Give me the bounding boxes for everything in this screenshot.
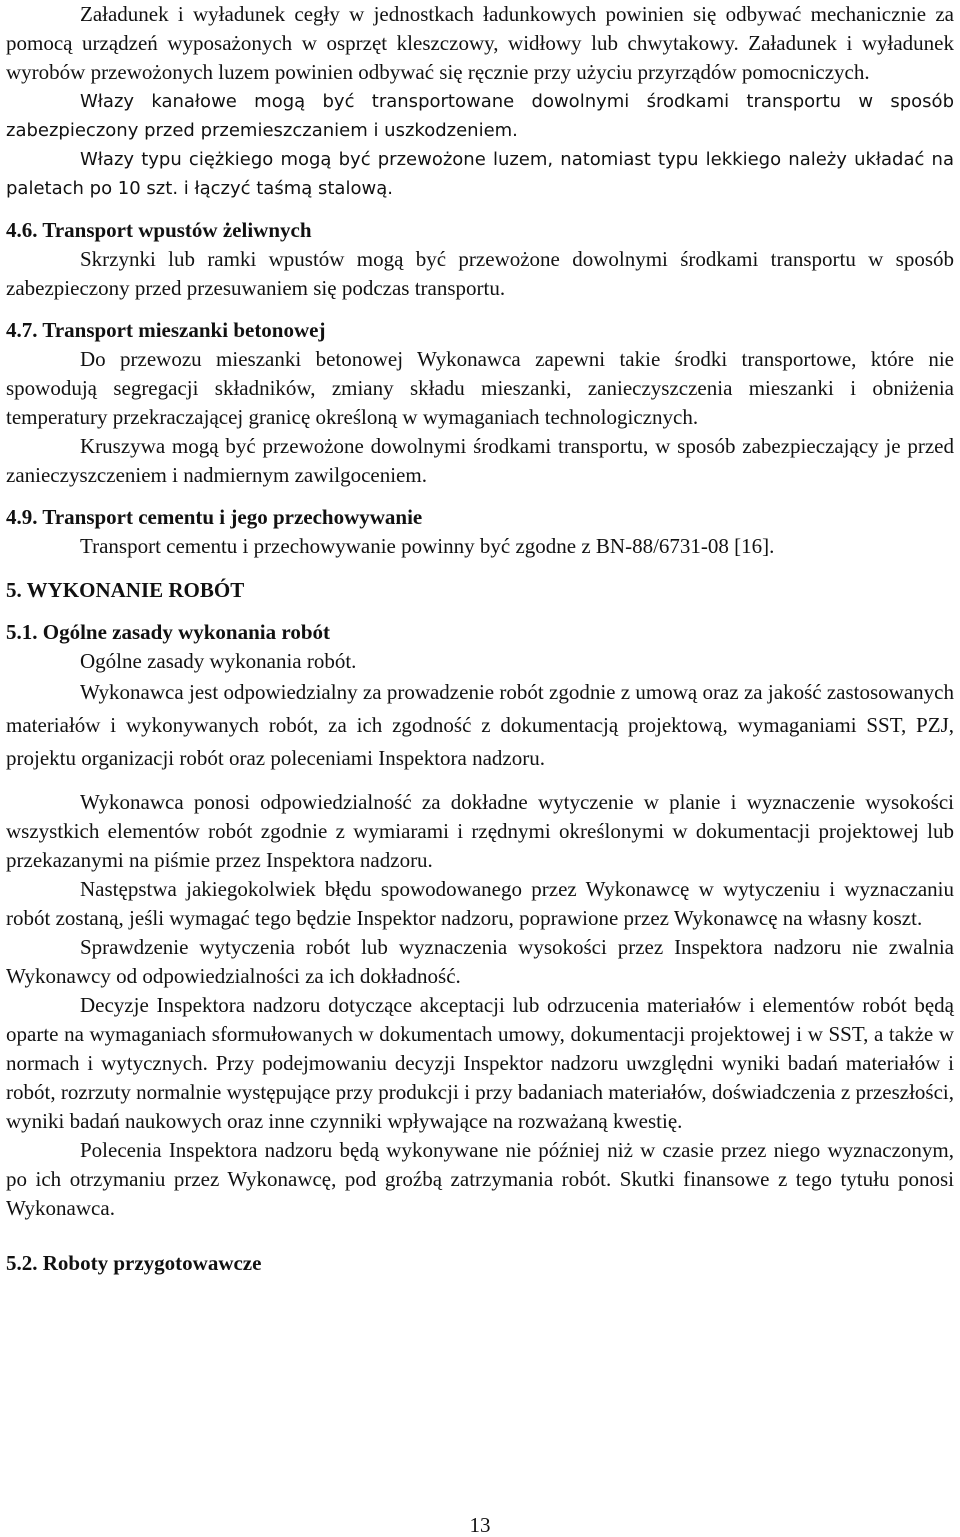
heading-4-6: 4.6. Transport wpustów żeliwnych (6, 218, 312, 242)
heading-5-2: 5.2. Roboty przygotowawcze (6, 1251, 262, 1275)
heading-5: 5. WYKONANIE ROBÓT (6, 578, 245, 602)
page-number: 13 (469, 1513, 491, 1537)
paragraph-inspector-decisions: Decyzje Inspektora nadzoru dotyczące akceptacji lub odrzucenia materiałów i elementów robót będą oparte na wymaganiach sformułowanych w dokumentach umowy, dokumentacji projektowej i w SST, a także w normach i wytycznych. Przy podejmowaniu decyzji Inspektor nadzoru uwzględni wyniki badań materiałów i robót, rozrzuty normalnie występujące przy produkcji i przy badaniach materiałów, doświadczenia z przeszłości, wyniki badań naukowych oraz inne czynniki wpływające na rozważaną kwestię. (6, 993, 954, 1133)
paragraph-contractor-responsibility: Wykonawca jest odpowiedzialny za prowadzenie robót zgodnie z umową oraz za jakość zastosowanych materiałów i wykonywanych robót, za ich zgodność z dokumentacją projektową, wymaganiami SST, PZJ, projektu organizacji robót oraz poleceniami Inspektora nadzoru. (6, 680, 954, 770)
paragraph-error-consequences: Następstwa jakiegokolwiek błędu spowodowanego przez Wykonawcę w wytyczeniu i wyznaczaniu robót zostaną, jeśli wymagać tego będzie Inspektor nadzoru, poprawione przez Wykonawcę na własny koszt. (6, 877, 954, 930)
paragraph-gully-transport: Skrzynki lub ramki wpustów mogą być przewożone dowolnymi środkami transportu w sposób zabezpieczony przed przesuwaniem się podczas transportu. (6, 247, 954, 300)
paragraph-setting-out: Wykonawca ponosi odpowiedzialność za dokładne wytyczenie w planie i wyznaczenie wysokości wszystkich elementów robót zgodnie z wymiarami i rzędnymi określonymi w dokumentacji projektowej lub przekazanymi na piśmie przez Inspektora nadzoru. (6, 790, 954, 872)
paragraph-unloading-bricks: Załadunek i wyładunek cegły w jednostkach ładunkowych powinien się odbywać mechanicznie za pomocą urządzeń wyposażonych w osprzęt kleszczowy, widłowy lub chwytakowy. Załadunek i wyładunek wyrobów przewożonych luzem powinien odbywać się ręcznie przy użyciu przyrządów pomocniczych. (6, 2, 954, 84)
heading-4-9: 4.9. Transport cementu i jego przechowywanie (6, 505, 423, 529)
paragraph-verification: Sprawdzenie wytyczenia robót lub wyznaczenia wysokości przez Inspektora nadzoru nie zwalnia Wykonawcy od odpowiedzialności za ich dokładność. (6, 935, 954, 988)
heading-5-1: 5.1. Ogólne zasady wykonania robót (6, 620, 330, 644)
paragraph-aggregate-transport: Kruszywa mogą być przewożone dowolnymi środkami transportu, w sposób zabezpieczający je przed zanieczyszczeniem i nadmiernym zawilgoceniem. (6, 434, 954, 487)
paragraph-general-rules: Ogólne zasady wykonania robót. (80, 649, 357, 673)
paragraph-cement-transport: Transport cementu i przechowywanie powinny być zgodne z BN-88/6731-08 [16]. (80, 534, 775, 558)
heading-4-7: 4.7. Transport mieszanki betonowej (6, 318, 326, 342)
paragraph-inspector-orders: Polecenia Inspektora nadzoru będą wykonywane nie później niż w czasie przez niego wyznaczonym, po ich otrzymaniu przez Wykonawcę, pod groźbą zatrzymania robót. Skutki finansowe z tego tytułu ponosi Wykonawca. (6, 1138, 954, 1220)
paragraph-manholes-heavy-light: Włazy typu ciężkiego mogą być przewożone luzem, natomiast typu lekkiego należy układać na paletach po 10 szt. i łączyć taśmą stalową. (6, 149, 954, 199)
paragraph-manholes-transport: Włazy kanałowe mogą być transportowane dowolnymi środkami transportu w sposób zabezpieczony przed przemieszczaniem i uszkodzeniem. (6, 91, 954, 141)
paragraph-concrete-transport: Do przewozu mieszanki betonowej Wykonawca zapewni takie środki transportowe, które nie spowodują segregacji składników, zmiany składu mieszanki, zanieczyszczenia mieszanki i obniżenia temperatury przekraczającej granicę określoną w wymaganiach technologicznych. (6, 347, 954, 429)
document-page (6, 0, 954, 1278)
